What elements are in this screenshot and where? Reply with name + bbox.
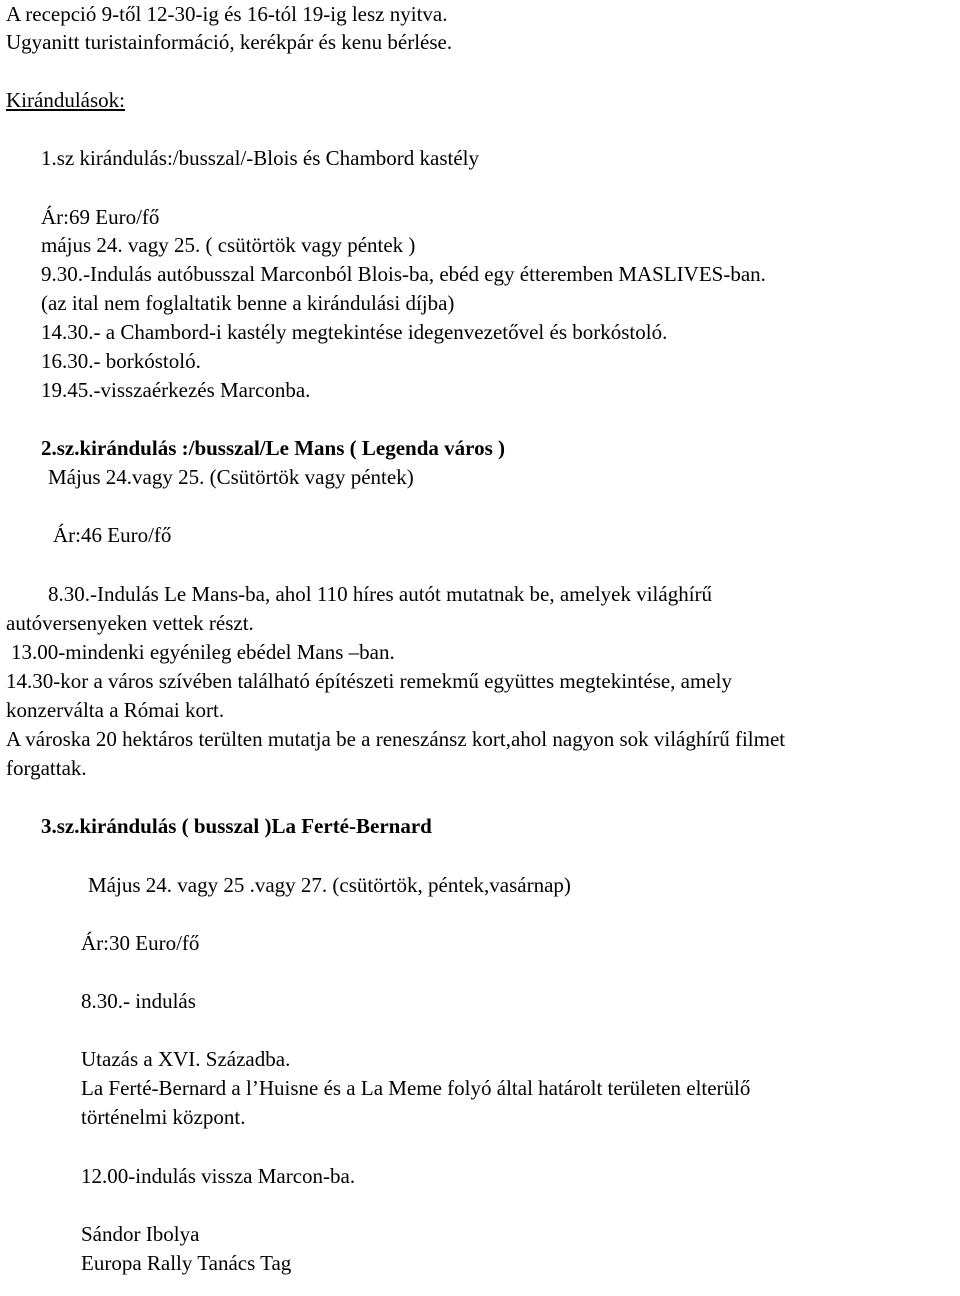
excursion-3-date: Május 24. vagy 25 .vagy 27. (csütörtök, péntek,vasárnap) <box>88 873 571 897</box>
excursion-2-schedule-line: 8.30.-Indulás Le Mans-ba, ahol 110 híres autót mutatnak be, amelyek világhírű <box>48 582 713 606</box>
excursion-3-return: 12.00-indulás vissza Marcon-ba. <box>81 1164 356 1188</box>
excursion-2-schedule-line: 14.30-kor a város szívében található építészeti remekmű együttes megtekintése, amely <box>6 669 732 693</box>
excursion-1-schedule-line: 9.30.-Indulás autóbusszal Marconból Blois-ba, ebéd egy étteremben MASLIVES-ban. <box>41 262 766 286</box>
excursion-2-price: Ár:46 Euro/fő <box>53 523 172 547</box>
excursion-2-schedule-line: 13.00-mindenki egyénileg ebédel Mans –ban. <box>11 640 395 664</box>
signature-role: Europa Rally Tanács Tag <box>81 1251 292 1275</box>
excursion-1-price: Ár:69 Euro/fő <box>41 205 160 229</box>
excursion-1-schedule-line: 16.30.- borkóstoló. <box>41 349 201 373</box>
excursion-1-schedule-line: 19.45.-visszaérkezés Marconba. <box>41 378 311 402</box>
services-text: Ugyanitt turistainformáció, kerékpár és kenu bérlése. <box>6 30 453 54</box>
excursion-3-description-line: La Ferté-Bernard a l’Huisne és a La Meme folyó által határolt területen elterülő <box>81 1076 751 1100</box>
signature-name: Sándor Ibolya <box>81 1222 200 1246</box>
excursion-2-title: 2.sz.kirándulás :/busszal/Le Mans ( Legenda város ) <box>41 436 505 460</box>
excursion-2-schedule-line: konzerválta a Római kort. <box>6 698 225 722</box>
excursion-1-date: május 24. vagy 25. ( csütörtök vagy péntek ) <box>41 233 416 257</box>
excursion-3-description-line: Utazás a XVI. Századba. <box>81 1047 291 1071</box>
excursion-1-schedule-line: 14.30.- a Chambord-i kastély megtekintése idegenvezetővel és borkóstoló. <box>41 320 668 344</box>
excursion-3-departure: 8.30.- indulás <box>81 989 196 1013</box>
reception-hours-text: A recepció 9-től 12-30-ig és 16-tól 19-ig lesz nyitva. <box>6 2 448 26</box>
excursion-3-title: 3.sz.kirándulás ( busszal )La Ferté-Bernard <box>41 814 432 838</box>
excursions-heading: Kirándulások: <box>6 88 125 112</box>
excursion-1-schedule-line: (az ital nem foglaltatik benne a kirándulási díjba) <box>41 291 455 315</box>
excursion-1-title: 1.sz kirándulás:/busszal/-Blois és Chambord kastély <box>41 146 480 170</box>
excursion-3-price: Ár:30 Euro/fő <box>81 931 200 955</box>
excursion-2-schedule-line: A városka 20 hektáros terülten mutatja be a reneszánsz kort,ahol nagyon sok világhírű filmet <box>6 727 786 751</box>
excursion-2-schedule-line: autóversenyeken vettek részt. <box>6 611 254 635</box>
excursion-2-schedule-line: forgattak. <box>6 756 87 780</box>
excursion-2-date: Május 24.vagy 25. (Csütörtök vagy péntek) <box>48 465 414 489</box>
excursion-3-description-line: történelmi központ. <box>81 1105 246 1129</box>
